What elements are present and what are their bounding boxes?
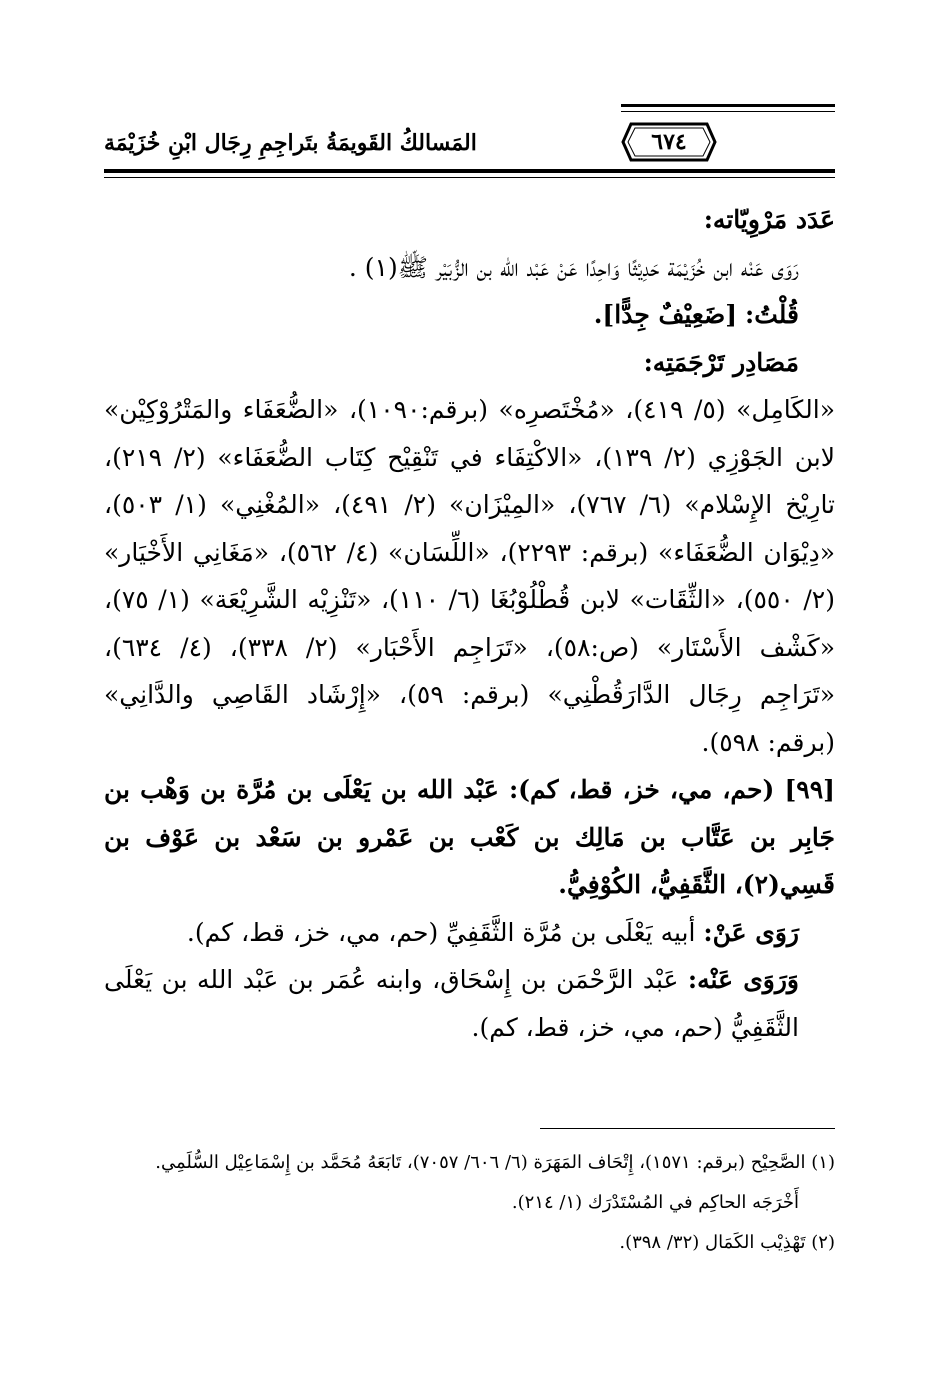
biography-entry bbox=[104, 766, 835, 909]
header-rule-bottom-thick bbox=[104, 169, 835, 173]
header-rule-top-thin bbox=[621, 111, 835, 112]
main-text bbox=[104, 196, 835, 1051]
entry-name: عَبْد الله بن يَعْلَى بن مُرَّة بن وَهْب بن جَابِر بن عَتَّاب بن مَالِك بن كَعْب بن عَمْرو بن سَعْد بن عَوْف بن قَسِي(٢)، الثَّقَفِيُّ، الكُوْفِيُّ. bbox=[104, 775, 835, 899]
verdict-paragraph bbox=[104, 291, 835, 339]
narrated-from-text: أبيه يَعْلَى بن مُرَّة الثَّقَفِيِّ (حم، مي، خز، قط، كم). bbox=[186, 917, 696, 947]
entry-number: [٩٩] bbox=[784, 775, 835, 804]
entry-codes: (حم، مي، خز، قط، كم): bbox=[508, 775, 775, 804]
narrated-by-paragraph bbox=[104, 956, 835, 1051]
page-number: ٦٧٤ bbox=[651, 129, 687, 155]
running-title: المَسالكُ القَويمَةُ بتَراجِمِ رِجَال ابْنِ خُزَيْمَة bbox=[104, 130, 477, 156]
count-heading: عَدَد مَرْوِيّاته: bbox=[703, 205, 835, 234]
narrated-by-text: عَبْد الرَّحْمَن بن إِسْحَاق، وابنه عُمَر بن عَبْد الله بن يَعْلَى الثَّقَفِيُّ (حم، مي، خز، قط، كم). bbox=[104, 965, 799, 1042]
footnote-2: (٢) تَهْذِيْب الكَمَال (٣٢/ ٣٩٨). bbox=[619, 1232, 835, 1253]
page-number-ornament bbox=[621, 122, 717, 162]
footnotes bbox=[104, 1143, 835, 1263]
verdict-label: قُلْتُ: bbox=[744, 300, 799, 329]
footnote-1-line-2: أَخْرَجَه الحاكِم في المُسْتَدْرَك (١/ ٢١٤). bbox=[511, 1192, 799, 1213]
sources-heading: مَصَادِر تَرْجَمَتِه: bbox=[643, 347, 799, 377]
sources-paragraph: «الكَامِل» (٥/ ٤١٩)، «مُخْتَصرِه» (برقم:١٠٩٠)، «الضُّعَفَاء والمَتْرُوْكِيْن» لابن الجَوْزِي (٢/ ١٣٩)، «الاكْتِفَاء في تَنْقِيْح كِتَاب الضُّعَفَاء» (٢/ ٢١٩)، تارِيْخ الإِسْلام» (٦/ ٧٦٧)، «المِيْزَان» (٢/ ٤٩١)، «المُغْنِي» (١/ ٥٠٣)، «دِيْوَان الضُّعَفَاء» (برقم: ٢٢٩٣)، «اللِّسَان» (٤/ ٥٦٢)، «مَغَانِي الأَخْيَار» (٢/ ٥٥٠)، «الثِّقَات» لابن قُطْلُوْبُغَا (٦/ ١١٠)، «تَنْزِيْه الشَّرِيْعَة» (١/ ٧٥)، «كَشْف الأَسْتَار» (ص:٥٨)، «تَرَاجِم الأَحْبَار» (٢/ ٣٣٨)، (٤/ ٦٣٤)، «تَرَاجِم رِجَال الدَّارَقُطْنِي» (برقم: ٥٩)، «إِرْشَاد القَاصِي والدَّانِي» (برقم: ٥٩٨). bbox=[104, 395, 836, 757]
header-rule-top-thick bbox=[621, 104, 835, 107]
narrated-from-label: رَوَى عَنْ: bbox=[703, 917, 799, 947]
narrated-by-label: وَرَوَى عَنْه: bbox=[687, 965, 799, 994]
footnote-separator bbox=[540, 1128, 835, 1129]
narrated-from-paragraph bbox=[104, 909, 835, 957]
count-paragraph: رَوَى عَنْه ابن خُزَيْمَة حَدِيْثًا وَاحِدًا عَنْ عَبْد الله بن الزُّبَيْر ﷺ(١) . bbox=[348, 252, 799, 282]
footnote-1-line-1: (١) الصَّحِيْح (برقم: ١٥٧١)، إِتْحَاف المَهَرَة (٦/ ٦٠٦/ ٧٠٥٧)، تَابَعَهُ مُحَمَّد بن إِسْمَاعِيْل السُّلَمِي. bbox=[155, 1152, 835, 1173]
verdict-text: [ضَعِيْفٌ جِدًّا]. bbox=[593, 300, 738, 329]
header-rule-bottom-thin bbox=[104, 177, 835, 178]
